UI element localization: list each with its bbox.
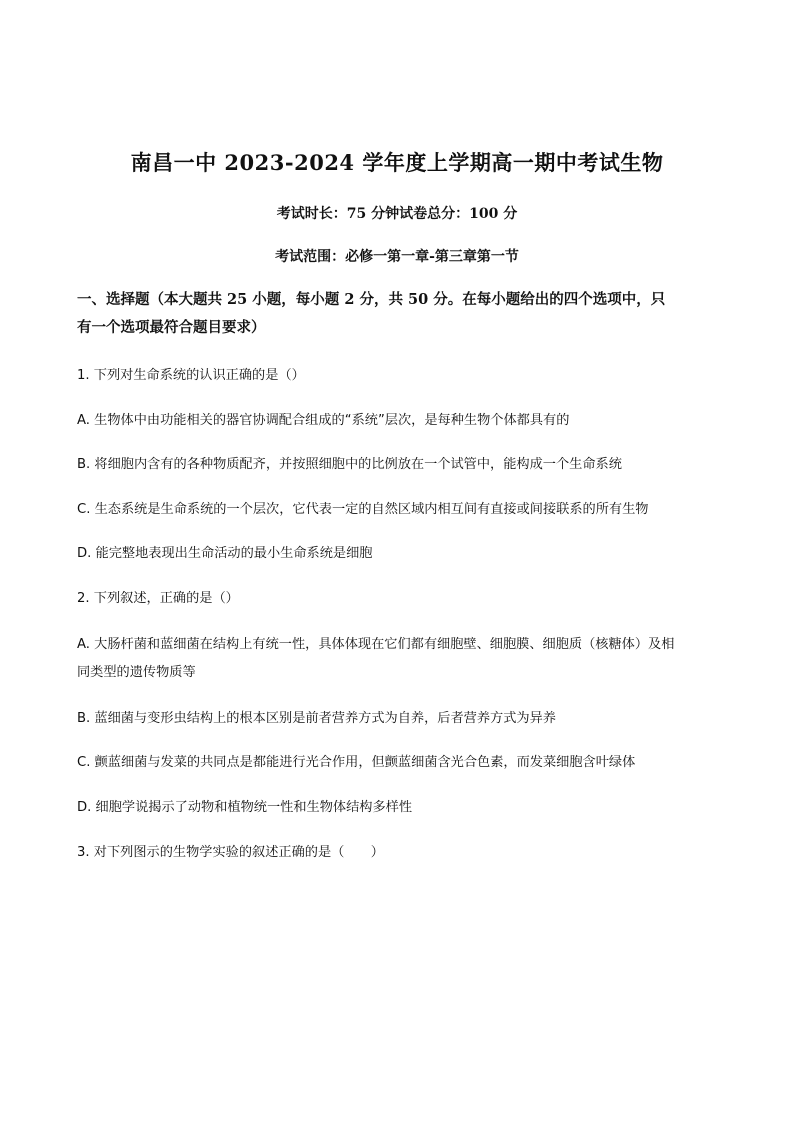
question-1-option-c: C. 生态系统是生命系统的一个层次，它代表一定的自然区域内相互间有直接或间接联系的所有生物 (77, 502, 649, 517)
question-2-option-d: D. 细胞学说揭示了动物和植物统一性和生物体结构多样性 (77, 800, 413, 815)
question-1-option-a: A. 生物体中由功能相关的器官协调配合组成的“系统”层次，是每种生物个体都具有的 (77, 413, 570, 428)
page-title: 南昌一中 2023-2024 学年度上学期高一期中考试生物 (130, 150, 664, 175)
question-2-stem: 2. 下列叙述，正确的是（） (77, 591, 239, 606)
section-heading-line-1: 一、选择题（本大题共 25 小题，每小题 2 分，共 50 分。在每小题给出的四个选项中，只 (77, 291, 666, 308)
question-1-option-d: D. 能完整地表现出生命活动的最小生命系统是细胞 (77, 546, 373, 561)
question-2-option-c: C. 颤蓝细菌与发菜的共同点是都能进行光合作用，但颤蓝细菌含光合色素，而发菜细胞含叶绿体 (77, 755, 636, 770)
exam-meta: 考试时长：75 分钟试卷总分：100 分 (276, 206, 518, 222)
question-3-stem: 3. 对下列图示的生物学实验的叙述正确的是（ ） (77, 845, 384, 860)
question-2-option-a-continued: 同类型的遗传物质等 (77, 665, 196, 680)
question-2-option-b: B. 蓝细菌与变形虫结构上的根本区别是前者营养方式为自养，后者营养方式为异养 (77, 711, 556, 726)
question-1-option-b: B. 将细胞内含有的各种物质配齐，并按照细胞中的比例放在一个试管中，能构成一个生命系统 (77, 457, 622, 472)
exam-scope: 考试范围：必修一第一章-第三章第一节 (275, 249, 519, 265)
question-2-option-a: A. 大肠杆菌和蓝细菌在结构上有统一性，具体体现在它们都有细胞壁、细胞膜、细胞质（核糖体）及相 (77, 637, 675, 652)
question-1-stem: 1. 下列对生命系统的认识正确的是（） (77, 368, 305, 383)
section-heading-line-2: 有一个选项最符合题目要求） (77, 319, 266, 336)
